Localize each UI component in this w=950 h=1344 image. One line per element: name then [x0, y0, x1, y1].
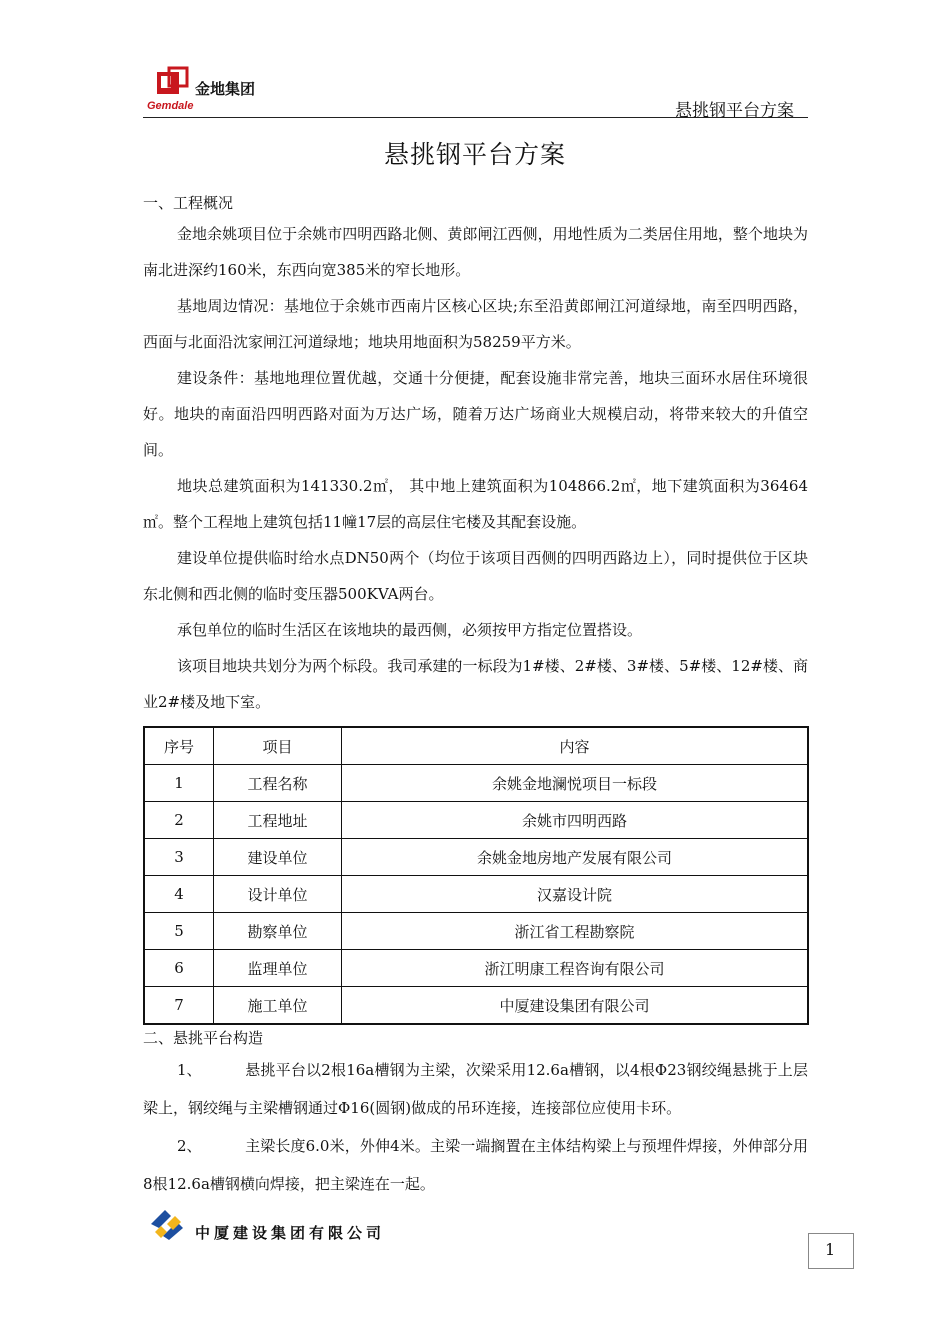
- company-name-cn: 金地集团: [195, 80, 256, 98]
- table-header-cell: 序号: [144, 727, 214, 765]
- table-cell: 6: [144, 950, 214, 987]
- table-cell: 1: [144, 765, 214, 802]
- table-row: [144, 987, 808, 1025]
- paragraph: 地块总建筑面积为141330.2㎡， 其中地上建筑面积为104866.2㎡，地下建筑面积为36464㎡。整个工程地上建筑包括11幢17层的高层住宅楼及其配套设施。: [143, 477, 808, 531]
- table-cell: 余姚市四明西路: [342, 802, 809, 839]
- table-header-cell: 项目: [214, 727, 342, 765]
- table-cell: 7: [144, 987, 214, 1025]
- section-heading: 二、悬挑平台构造: [143, 1029, 264, 1047]
- table-cell: 2: [144, 802, 214, 839]
- header-divider: [143, 117, 808, 118]
- paragraph: 建设条件：基地地理位置优越，交通十分便捷，配套设施非常完善，地块三面环水居住环境很好。地块的南面沿四明西路对面为万达广场，随着万达广场商业大规模启动，将带来较大的升值空间。: [143, 369, 808, 459]
- paragraph: 建设单位提供临时给水点DN50两个（均位于该项目西侧的四明西路边上），同时提供位于区块东北侧和西北侧的临时变压器500KVA两台。: [143, 549, 808, 603]
- table-cell: 监理单位: [214, 950, 342, 987]
- table-row: [144, 876, 808, 913]
- document-body: [143, 190, 808, 1203]
- table-cell: 4: [144, 876, 214, 913]
- table-row: [144, 950, 808, 987]
- table-cell: 工程名称: [214, 765, 342, 802]
- table-header-row: [144, 727, 808, 765]
- zhongsha-logo-icon: [147, 1206, 187, 1240]
- table-cell: 工程地址: [214, 802, 342, 839]
- page-number-box: [808, 1233, 854, 1269]
- table-cell: 5: [144, 913, 214, 950]
- page-header: [143, 66, 808, 121]
- section-heading: 一、工程概况: [143, 194, 234, 212]
- company-name-en: Gemdale: [147, 100, 194, 112]
- table-cell: 浙江省工程勘察院: [342, 913, 809, 950]
- item-text: 悬挑平台以2根16a槽钢为主梁，次梁采用12.6a槽钢，以4根Φ23钢绞绳悬挑于上层梁上，钢绞绳与主梁槽钢通过Φ16(圆钢)做成的吊环连接，连接部位应使用卡环。: [143, 1061, 808, 1117]
- table-row: [144, 765, 808, 802]
- table-cell: 勘察单位: [214, 913, 342, 950]
- table-cell: 余姚金地房地产发展有限公司: [342, 839, 809, 876]
- paragraph: 承包单位的临时生活区在该地块的最西侧，必须按甲方指定位置搭设。: [177, 621, 643, 639]
- item-number: 1、: [177, 1061, 202, 1079]
- table-cell: 中厦建设集团有限公司: [342, 987, 809, 1025]
- table-header-cell: 内容: [342, 727, 809, 765]
- table-cell: 浙江明康工程咨询有限公司: [342, 950, 809, 987]
- document-title: 悬挑钢平台方案: [383, 140, 566, 169]
- item-text: 主梁长度6.0米，外伸4米。主梁一端搁置在主体结构梁上与预埋件焊接，外伸部分用8根12.6a槽钢横向焊接，把主梁连在一起。: [143, 1137, 808, 1193]
- table-row: [144, 839, 808, 876]
- paragraph: 该项目地块共划分为两个标段。我司承建的一标段为1#楼、2#楼、3#楼、5#楼、12#楼、商业2#楼及地下室。: [143, 657, 808, 711]
- table-cell: 余姚金地澜悦项目一标段: [342, 765, 809, 802]
- table-cell: 建设单位: [214, 839, 342, 876]
- page-number: 1: [825, 1240, 836, 1259]
- table-cell: 汉嘉设计院: [342, 876, 809, 913]
- table-row: [144, 802, 808, 839]
- footer-company: 中厦建设集团有限公司: [195, 1224, 386, 1242]
- gemdale-logo-icon: [155, 66, 189, 96]
- paragraph: 基地周边情况：基地位于余姚市西南片区核心区块;东至沿黄郎闸江河道绿地，南至四明西路，西面与北面沿沈家闸江河道绿地；地块用地面积为58259平方米。: [143, 297, 808, 351]
- header-doc-title: 悬挑钢平台方案: [675, 101, 794, 121]
- paragraph: 金地余姚项目位于余姚市四明西路北侧、黄郎闸江西侧，用地性质为二类居住用地，整个地块为南北进深约160米，东西向宽385米的窄长地形。: [143, 225, 808, 279]
- table-cell: 3: [144, 839, 214, 876]
- numbered-item: [143, 1051, 808, 1127]
- item-number: 2、: [177, 1137, 202, 1155]
- table-cell: 施工单位: [214, 987, 342, 1025]
- table-cell: 设计单位: [214, 876, 342, 913]
- table-row: [144, 913, 808, 950]
- numbered-item: [143, 1127, 808, 1203]
- page-footer: [143, 1202, 808, 1252]
- project-info-table: [143, 726, 809, 1025]
